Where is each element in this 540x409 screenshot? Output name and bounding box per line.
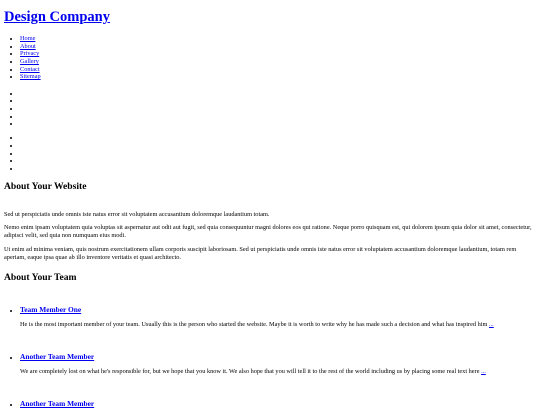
team-member-link[interactable]: Another Team Member	[20, 351, 95, 361]
team-member-description-text: He is the most important member of your team. Usually this is the person who started the website. Maybe it is worth to write why he has made such a decision and what has inspired him	[20, 321, 488, 329]
nav-link-home[interactable]: Home	[20, 35, 36, 43]
nav-item-home	[20, 35, 536, 43]
team-member	[20, 290, 536, 329]
team-heading: About Your Team	[4, 271, 77, 283]
team-member-link[interactable]: Another Team Member	[20, 399, 95, 409]
read-more-link[interactable]: ...	[481, 368, 486, 376]
team-member-description	[20, 368, 536, 376]
team-member-description-text: We are completely lost on what he's responsible for, but we hope that you know it. We also hope that you will tell it to the rest of the world including us by placing some real text here	[20, 368, 480, 376]
read-more-link[interactable]: ...	[489, 321, 494, 329]
team-member-name	[20, 399, 536, 408]
nav-item-contact	[20, 66, 536, 74]
team-member-name	[20, 352, 536, 361]
bullet-spacer	[20, 337, 536, 344]
empty-list-item	[20, 97, 536, 105]
about-paragraph: Sed ut perspiciatis unde omnis iste natus error sit voluptatem accusantium doloremque laudantium totam.	[4, 210, 270, 218]
about-paragraph: Nemo enim ipsam voluptatem quia voluptas sit aspernatur aut odit aut fugit, sed quia consequuntur magni dolores eos qui ratione. Neque porro quisquam est, qui dolorem ipsum quia dolor sit amet, consectetur, adipisci velit, sed quia non numquam eius modi.	[4, 224, 532, 240]
empty-list-one	[4, 90, 536, 128]
empty-list-two	[4, 134, 536, 172]
nav-link-contact[interactable]: Contact	[20, 65, 40, 73]
about-paragraph: Ut enim ad minima veniam, quis nostrum exercitationem ullam corporis suscipit laboriosam. Sed ut perspiciatis unde omnis iste natus error sit voluptatem accusantium doloremque laudantium, totam rem aperiam, eaque ipsa quae ab illo inventore veritatis et quasi architecto.	[4, 246, 517, 261]
empty-list-item	[20, 165, 536, 173]
nav-item-gallery	[20, 58, 536, 66]
nav-link-sitemap[interactable]: Sitemap	[20, 73, 41, 81]
about-section	[4, 181, 536, 262]
about-heading: About Your Website	[4, 180, 87, 192]
site-title-link[interactable]: Design Company	[4, 9, 110, 25]
main-nav	[4, 35, 536, 81]
bullet-spacer	[20, 384, 536, 391]
empty-list-item	[20, 105, 536, 113]
empty-list-item	[20, 142, 536, 150]
nav-link-gallery[interactable]: Gallery	[20, 57, 39, 65]
nav-item-sitemap	[20, 73, 536, 81]
empty-list-item	[20, 113, 536, 121]
empty-list-item	[20, 90, 536, 98]
bullet-spacer	[20, 290, 536, 297]
nav-link-about[interactable]: About	[20, 42, 36, 50]
empty-list-item	[20, 134, 536, 142]
nav-item-privacy	[20, 50, 536, 58]
nav-link-privacy[interactable]: Privacy	[20, 50, 40, 58]
site-title	[4, 8, 536, 26]
team-member	[20, 337, 536, 376]
empty-list-item	[20, 150, 536, 158]
empty-list-item	[20, 157, 536, 165]
team-member-link[interactable]: Team Member One	[20, 304, 82, 314]
empty-list-item	[20, 120, 536, 128]
team-member-name	[20, 305, 536, 314]
team-section	[4, 272, 536, 408]
nav-item-about	[20, 43, 536, 51]
team-list	[4, 290, 536, 408]
team-member-description	[20, 321, 536, 329]
